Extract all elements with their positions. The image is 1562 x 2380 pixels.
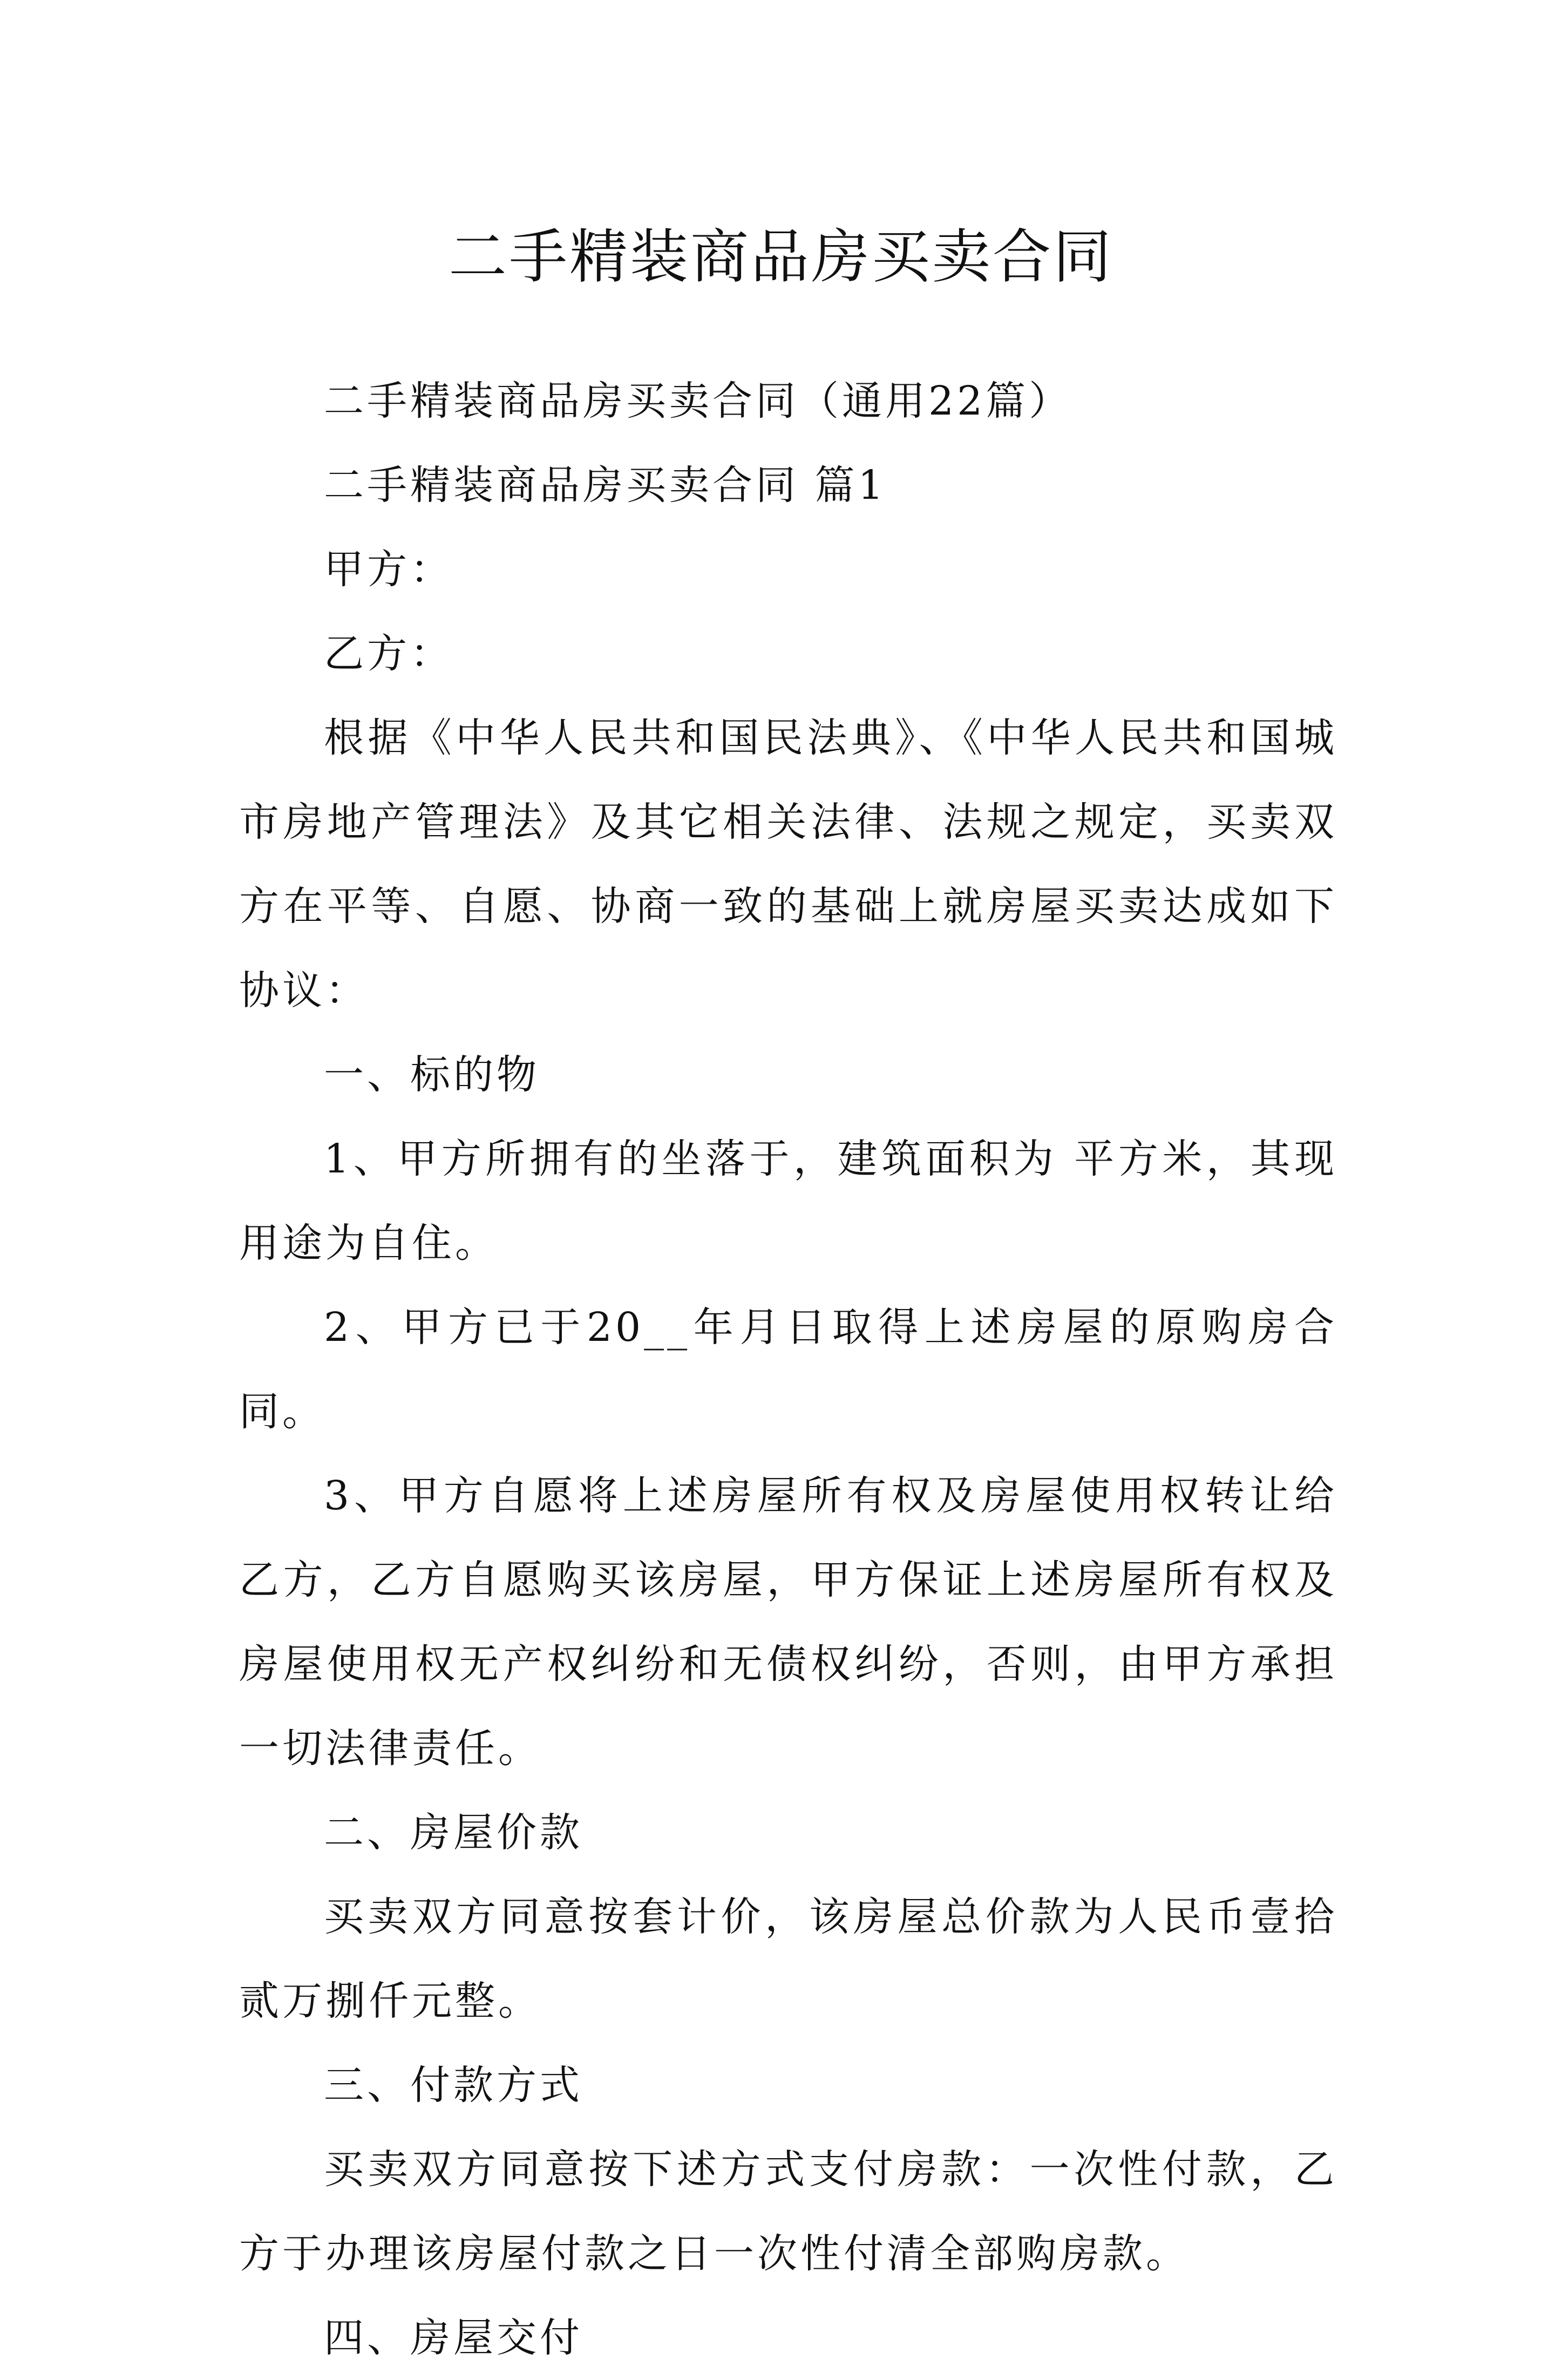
paragraph-legal-basis: 根据《中华人民共和国民法典》、《中华人民共和国城市房地产管理法》及其它相关法律、法规之规定，买卖双方在平等、自愿、协商一致的基础上就房屋买卖达成如下协议： [239,715,1337,1014]
paragraph-payment-detail: 买卖双方同意按下述方式支付房款：一次性付款，乙方于办理该房屋付款之日一次性付清全部购房款。 [239,2146,1337,2277]
paragraph-heading-price: 二、房屋价款 [324,1809,583,1856]
paragraph-heading-payment: 三、付款方式 [324,2062,583,2108]
document-title: 二手精装商品房买卖合同 [448,223,1113,291]
document-body [239,359,1337,2380]
paragraph-heading-subject: 一、标的物 [324,1052,540,1098]
paragraph-price-detail: 买卖双方同意按套计价，该房屋总价款为人民币壹拾贰万捌仟元整。 [239,1894,1337,2024]
paragraph-party-a: 甲方： [324,546,453,593]
paragraph-heading-delivery: 四、房屋交付 [324,2315,583,2361]
paragraph-collection-title: 二手精装商品房买卖合同（通用22篇） [324,378,1072,424]
paragraph-subject-item-3: 3、甲方自愿将上述房屋所有权及房屋使用权转让给乙方，乙方自愿购买该房屋，甲方保证上述房屋所有权及房屋使用权无产权纠纷和无债权纠纷，否则，由甲方承担一切法律责任。 [239,1473,1337,1772]
paragraph-party-b: 乙方： [324,630,453,677]
paragraph-subject-item-1: 1、甲方所拥有的坐落于，建筑面积为 平方米，其现用途为自住。 [239,1136,1337,1266]
paragraph-subject-item-2: 2、甲方已于20__年月日取得上述房屋的原购房合同。 [239,1304,1337,1435]
paragraph-section-heading: 二手精装商品房买卖合同 篇1 [324,462,887,508]
